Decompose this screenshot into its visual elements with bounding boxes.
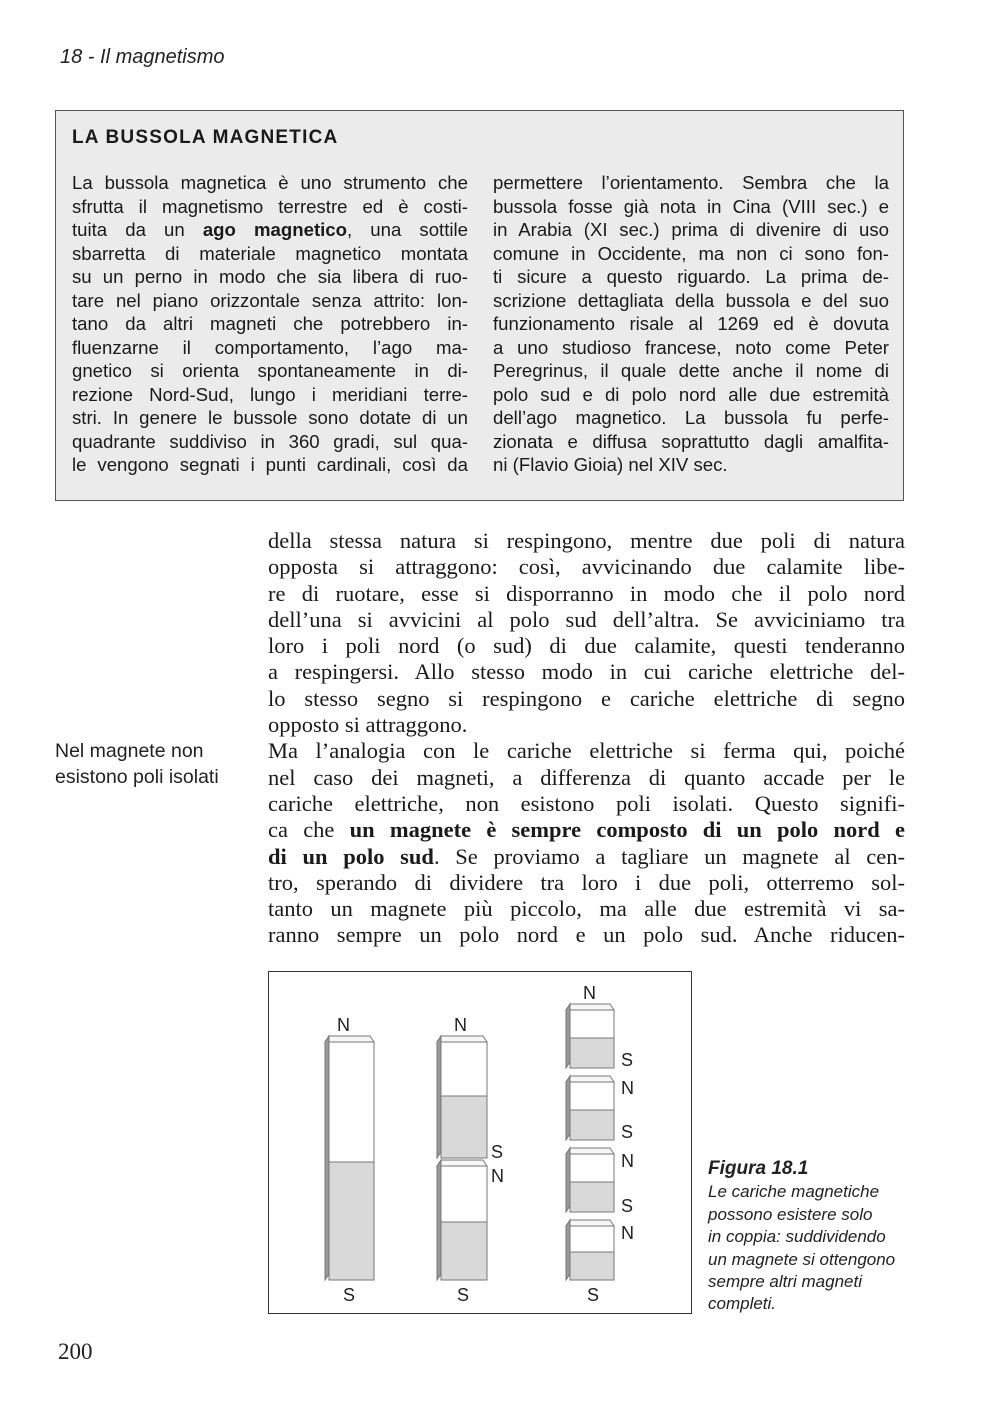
box-line: su un perno in modo che sia libera di ruo- xyxy=(72,266,468,287)
box-column-right xyxy=(493,171,889,477)
box-line: le vengono segnati i punti cardinali, così da xyxy=(72,454,468,475)
caption-line: in coppia: suddividendo xyxy=(708,1227,886,1247)
box-line: bussola fosse già nota in Cina (VIII sec.) e xyxy=(493,195,889,217)
magnet-quarter-1 xyxy=(566,983,633,1070)
box-column-left xyxy=(72,171,468,477)
box-line: dell’ago magnetico. La bussola fu perfe- xyxy=(493,407,889,428)
pole-label-north: N xyxy=(621,1223,634,1243)
box-line xyxy=(72,218,468,242)
margin-note-line: esistono poli isolati xyxy=(55,766,219,788)
pole-label-north: N xyxy=(337,1015,350,1035)
pole-label-south: S xyxy=(491,1142,504,1162)
box-line: ti sicure a questo riguardo. La prima de- xyxy=(493,266,889,287)
magnet-quarter-3 xyxy=(566,1148,634,1216)
box-line: tano da altri magneti che potrebbero in- xyxy=(72,313,468,334)
margin-note-line: Nel magnete non xyxy=(55,740,204,762)
page-number: 200 xyxy=(58,1339,93,1364)
caption-line: possono esistere solo xyxy=(708,1204,873,1224)
box-line: quadrante suddiviso in 360 gradi, sul qua- xyxy=(72,430,468,452)
box-line: tare nel piano orizzontale senza attrito: lon- xyxy=(72,289,468,311)
pole-label-south: S xyxy=(343,1285,356,1305)
body-line: dell’una si avvicini al polo sud dell’altra. Se avviciniamo tra xyxy=(268,606,905,632)
box-line: in Arabia (XI sec.) prima di divenire di uso xyxy=(493,219,889,240)
caption-line: Le cariche magnetiche xyxy=(708,1182,880,1202)
pole-label-south: S xyxy=(621,1196,634,1216)
running-head: 18 - Il magnetismo xyxy=(60,46,225,68)
body-line xyxy=(268,844,905,870)
magnet-full xyxy=(325,1015,374,1305)
pole-label-north: N xyxy=(583,983,596,1003)
box-line: La bussola magnetica è uno strumento che xyxy=(72,172,468,193)
magnet-quarter-4 xyxy=(566,1220,634,1305)
pole-label-south: S xyxy=(621,1050,634,1070)
box-line: funzionamento risale al 1269 ed è dovuta xyxy=(493,313,889,334)
box-line: sfrutta il magnetismo terrestre ed è costi- xyxy=(72,195,468,217)
body-text xyxy=(268,528,905,949)
box-line: rezione Nord-Sud, lungo i meridiani terre- xyxy=(72,383,468,405)
body-line: nel caso dei magneti, a differenza di quanto accade per le xyxy=(268,764,905,790)
caption-line: sempre altri magneti xyxy=(708,1272,863,1292)
body-line: a respingersi. Allo stesso modo in cui cariche elettriche del- xyxy=(268,659,905,685)
caption-line: completi. xyxy=(708,1294,777,1314)
figure-caption xyxy=(708,1158,928,1316)
pole-label-south: S xyxy=(587,1285,600,1305)
box-line: sbarretta di materiale magnetico montata xyxy=(72,242,468,264)
pole-label-north: N xyxy=(491,1166,504,1186)
body-line: lo stesso segno si respingono e cariche elettriche di segno xyxy=(268,685,905,711)
key-statement: di un polo sud xyxy=(268,843,434,869)
body-line: opposto si attraggono. xyxy=(268,712,468,738)
body-line: tro, sperando di dividere tra loro i due poli, otterremo sol- xyxy=(268,869,905,895)
body-line: della stessa natura si respingono, mentre due poli di natura xyxy=(268,528,905,553)
body-line xyxy=(268,817,905,843)
box-line-text: tuita da un xyxy=(72,219,203,240)
body-line: cariche elettriche, non esistono poli isolati. Questo signifi- xyxy=(268,790,905,816)
box-line: permettere l’orientamento. Sembra che la xyxy=(493,172,889,193)
box-line: comune in Occidente, ma non ci sono fon- xyxy=(493,242,889,264)
box-line: Peregrinus, il quale dette anche il nome di xyxy=(493,360,889,381)
bold-term: ago magnetico xyxy=(202,219,347,240)
box-line-text: , una sottile xyxy=(347,219,468,240)
box-line: gnetico si orienta spontaneamente in di- xyxy=(72,360,468,381)
box-line: fluenzarne il comportamento, l’ago ma- xyxy=(72,336,468,358)
box-line: scrizione dettagliata della bussola e del suo xyxy=(493,289,889,311)
key-statement: un magnete è sempre composto di un polo nord e xyxy=(349,817,905,843)
pole-label-north: N xyxy=(621,1151,634,1171)
box-line: polo sud e di polo nord alle due estremità xyxy=(493,383,889,405)
body-line: tanto un magnete più piccolo, ma alle due estremità vi sa- xyxy=(268,896,905,922)
margin-note xyxy=(55,738,255,790)
caption-title: Figura 18.1 xyxy=(708,1158,809,1179)
pole-label-south: S xyxy=(621,1122,634,1142)
box-line: stri. In genere le bussole sono dotate di un xyxy=(72,407,468,428)
box-line: ni (Flavio Gioia) nel XIV sec. xyxy=(493,454,728,475)
caption-line: un magnete si ottengono xyxy=(708,1249,896,1269)
pole-label-south: S xyxy=(457,1285,470,1305)
body-text-run: . Se proviamo a tagliare un magnete al cen- xyxy=(433,843,905,869)
sidebar-box xyxy=(55,110,904,501)
box-line: a uno studioso francese, noto come Peter xyxy=(493,336,889,358)
magnet-quarter-2 xyxy=(566,1076,634,1142)
body-text-run: ca che xyxy=(268,817,350,843)
pole-label-north: N xyxy=(454,1015,467,1035)
box-title: LA BUSSOLA MAGNETICA xyxy=(72,127,339,148)
body-line: Ma l’analogia con le cariche elettriche si ferma qui, poiché xyxy=(268,738,905,764)
body-line: re di ruotare, esse si disporranno in modo che il polo nord xyxy=(268,580,905,606)
body-line: ranno sempre un polo nord e un polo sud. Anche riducen- xyxy=(268,922,905,948)
figure-magnets xyxy=(268,971,692,1314)
box-line: zionata e diffusa soprattutto dagli amalfita- xyxy=(493,430,889,452)
body-line: loro i poli nord (o sud) di due calamite, questi tenderanno xyxy=(268,633,905,659)
body-line: opposta si attraggono: così, avvicinando due calamite libe- xyxy=(268,554,905,580)
pole-label-north: N xyxy=(621,1078,634,1098)
magnet-illustration xyxy=(269,972,693,1315)
magnet-half-bottom xyxy=(437,1160,504,1305)
magnet-half-top xyxy=(437,1015,503,1162)
